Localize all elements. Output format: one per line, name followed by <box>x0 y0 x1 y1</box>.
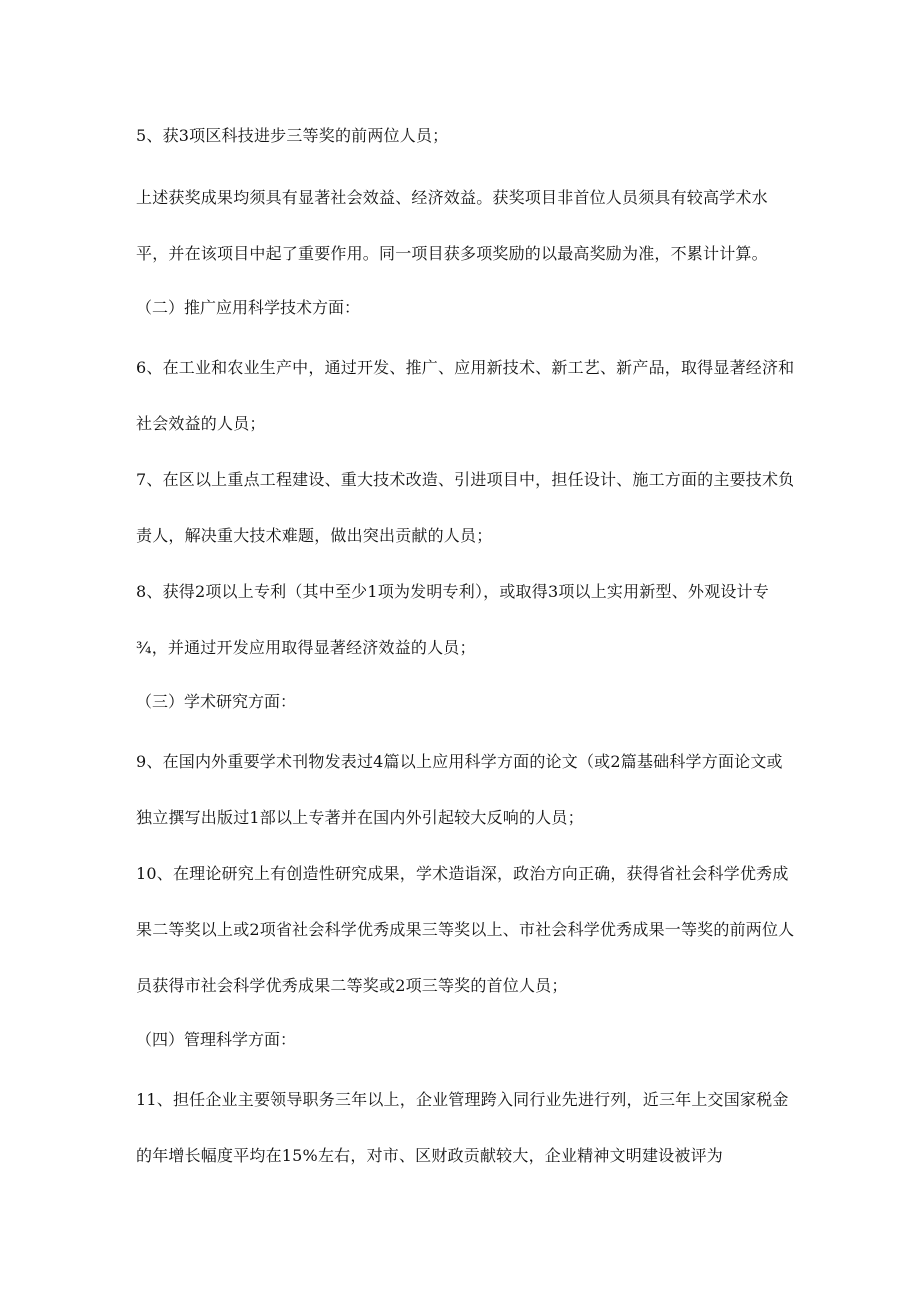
section-heading-4: （四）管理科学方面： <box>136 1030 297 1049</box>
section-heading-2: （二）推广应用科学技术方面： <box>136 298 361 317</box>
paragraph-item-5: 5、获3项区科技进步三等奖的前两位人员； <box>136 126 449 145</box>
paragraph-item-6: 6、在工业和农业生产中，通过开发、推广、应用新技术、新工艺、新产品，取得显著经济和社会效益的人员； <box>136 358 795 433</box>
paragraph-awards-note: 上述获奖成果均须具有显著社会效益、经济效益。获奖项目非首位人员须具有较高学术水平，并在该项目中起了重要作用。同一项目获多项奖励的以最高奖励为准，不累计计算。 <box>136 188 768 263</box>
paragraph-item-11: 11、担任企业主要领导职务三年以上，企业管理跨入同行业先进行列，近三年上交国家税金的年增长幅度平均在15%左右，对市、区财政贡献较大，企业精神文明建设被评为 <box>136 1090 789 1165</box>
paragraph-item-10: 10、在理论研究上有创造性研究成果，学术造诣深，政治方向正确，获得省社会科学优秀成果二等奖以上或2项省社会科学优秀成果三等奖以上、市社会科学优秀成果一等奖的前两位人员获得市社会科学优秀成果二等奖或2项三等奖的首位人员； <box>136 864 795 995</box>
paragraph-item-8: 8、获得2项以上专利（其中至少1项为发明专利），或取得3项以上实用新型、外观设计专¾，并通过开发应用取得显著经济效益的人员； <box>136 582 769 657</box>
section-heading-3: （三）学术研究方面： <box>136 692 297 711</box>
paragraph-item-7: 7、在区以上重点工程建设、重大技术改造、引进项目中，担任设计、施工方面的主要技术负责人，解决重大技术难题，做出突出贡献的人员； <box>136 470 795 545</box>
paragraph-item-9: 9、在国内外重要学术刊物发表过4篇以上应用科学方面的论文（或2篇基础科学方面论文或独立撰写出版过1部以上专著并在国内外引起较大反响的人员； <box>136 752 783 827</box>
